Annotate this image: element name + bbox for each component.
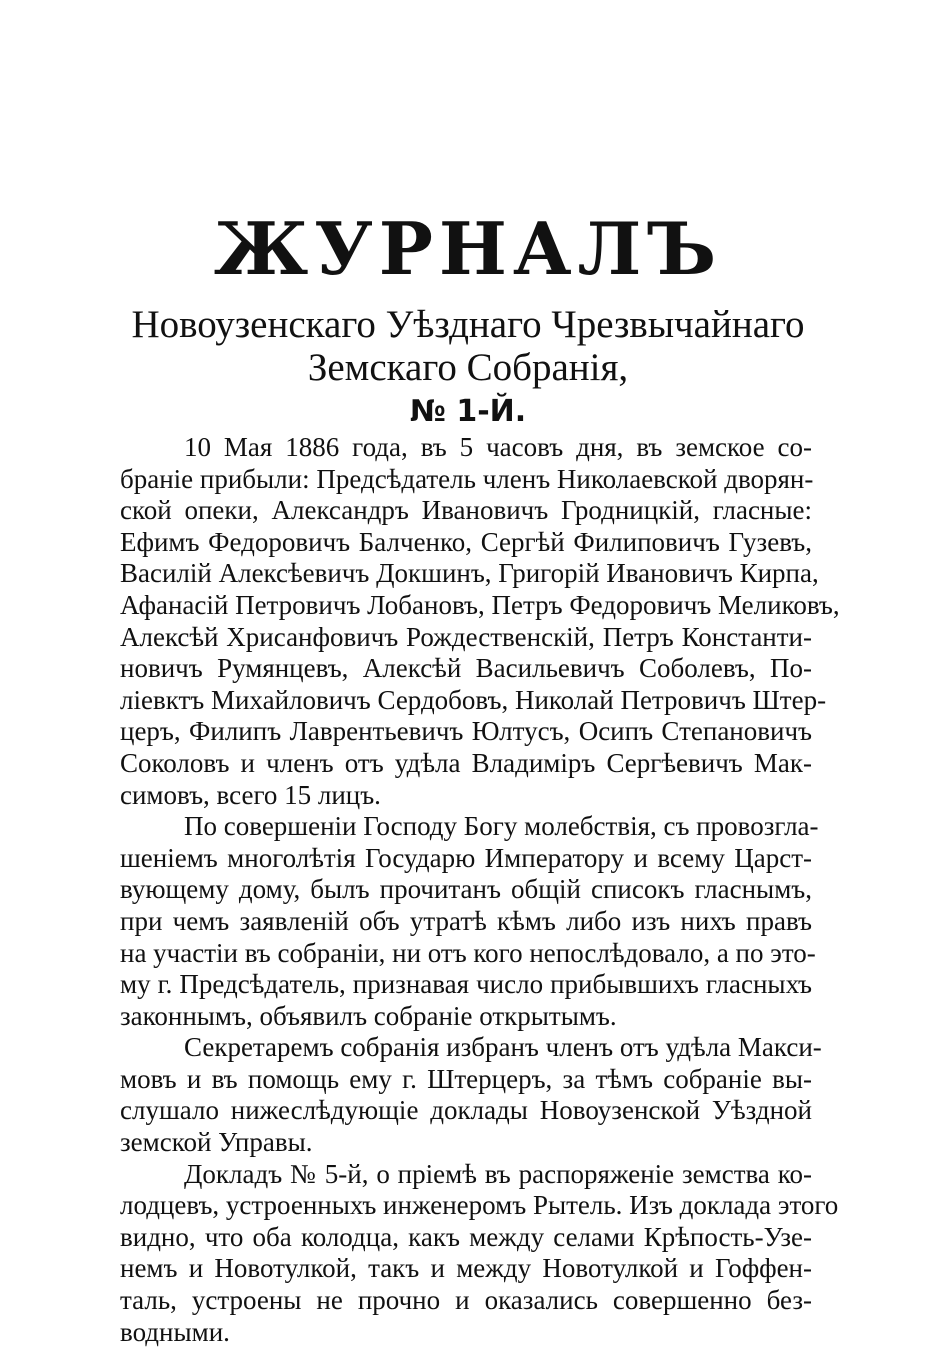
text-line: немъ и Новотулкой, такъ и между Новотулкой и Гоффен- xyxy=(120,1253,812,1284)
subtitle-line-1: Новоузенскаго Уѣзднаго Чрезвычайнаго xyxy=(131,303,805,346)
text-line: лодцевъ, устроенныхъ инженеромъ Рытель. Изъ доклада этого xyxy=(120,1190,839,1221)
text-line: таль, устроены не прочно и оказались совершенно без- xyxy=(120,1285,812,1316)
document-title: ЖУРНАЛЪ xyxy=(213,206,723,291)
text-line: слушало нижеслѣдующіе доклады Новоузенской Уѣздной xyxy=(120,1095,812,1126)
text-line: мовъ и въ помощь ему г. Штерцеръ, за тѣмъ собраніе вы- xyxy=(120,1063,812,1094)
text-line: Афанасій Петровичъ Лобановъ, Петръ Федоровичъ Меликовъ, xyxy=(120,589,840,620)
text-line: церъ, Филипъ Лаврентьевичъ Юлтусъ, Осипъ Степановичъ xyxy=(120,716,812,747)
body-text xyxy=(120,432,840,1348)
text-line: Василій Алексѣевичъ Докшинъ, Григорій Ивановичъ Кирпа, xyxy=(120,558,819,589)
text-line: Соколовъ и членъ отъ удѣла Владиміръ Сергѣевичъ Мак- xyxy=(120,747,812,778)
text-line: ской опеки, Александръ Ивановичъ Гродницкій, гласные: xyxy=(120,495,812,526)
text-line: По совершеніи Господу Богу молебствія, съ провозгла- xyxy=(184,811,819,842)
text-line: на участіи въ собраніи, ни отъ кого непослѣдовало, а по это- xyxy=(120,937,816,968)
text-line: Ефимъ Федоровичъ Балченко, Сергѣй Филиповичъ Гузевъ, xyxy=(120,526,812,557)
text-line: законнымъ, объявилъ собраніе открытымъ. xyxy=(120,1000,617,1031)
text-line: браніе прибыли: Предсѣдатель членъ Николаевской дворян- xyxy=(120,463,814,494)
text-line: вующему дому, былъ прочитанъ общій списокъ гласнымъ, xyxy=(120,874,812,905)
text-line: ліевктъ Михайловичъ Сердобовъ, Николай Петровичъ Штер- xyxy=(120,684,827,715)
text-line: видно, что оба колодца, какъ между селами Крѣпость-Узе- xyxy=(120,1221,812,1252)
text-line: 10 Мая 1886 года, въ 5 часовъ дня, въ земское со- xyxy=(184,432,812,462)
text-line: новичъ Румянцевъ, Алексѣй Васильевичъ Соболевъ, По- xyxy=(120,653,812,684)
subtitle-line-2: Земскаго Собранія, xyxy=(307,346,629,389)
text-line: симовъ, всего 15 лицъ. xyxy=(120,779,381,810)
text-line: при чемъ заявленій объ утратѣ кѣмъ либо изъ нихъ правъ xyxy=(120,905,812,936)
text-line: шеніемъ многолѣтія Государю Императору и всему Царст- xyxy=(120,842,812,873)
text-line: водными. xyxy=(120,1316,230,1347)
text-line: земской Управы. xyxy=(120,1127,313,1158)
journal-number: № 1-Й. xyxy=(409,394,527,429)
text-line: Секретаремъ собранія избранъ членъ отъ удѣла Макси- xyxy=(184,1032,822,1063)
text-line: Докладъ № 5-й, о пріемѣ въ распоряженіе земства ко- xyxy=(184,1158,812,1189)
text-line: му г. Предсѣдатель, признавая число прибывшихъ гласныхъ xyxy=(120,969,812,1000)
text-line: Алексѣй Хрисанфовичъ Рождественскій, Петръ Константи- xyxy=(120,621,812,652)
